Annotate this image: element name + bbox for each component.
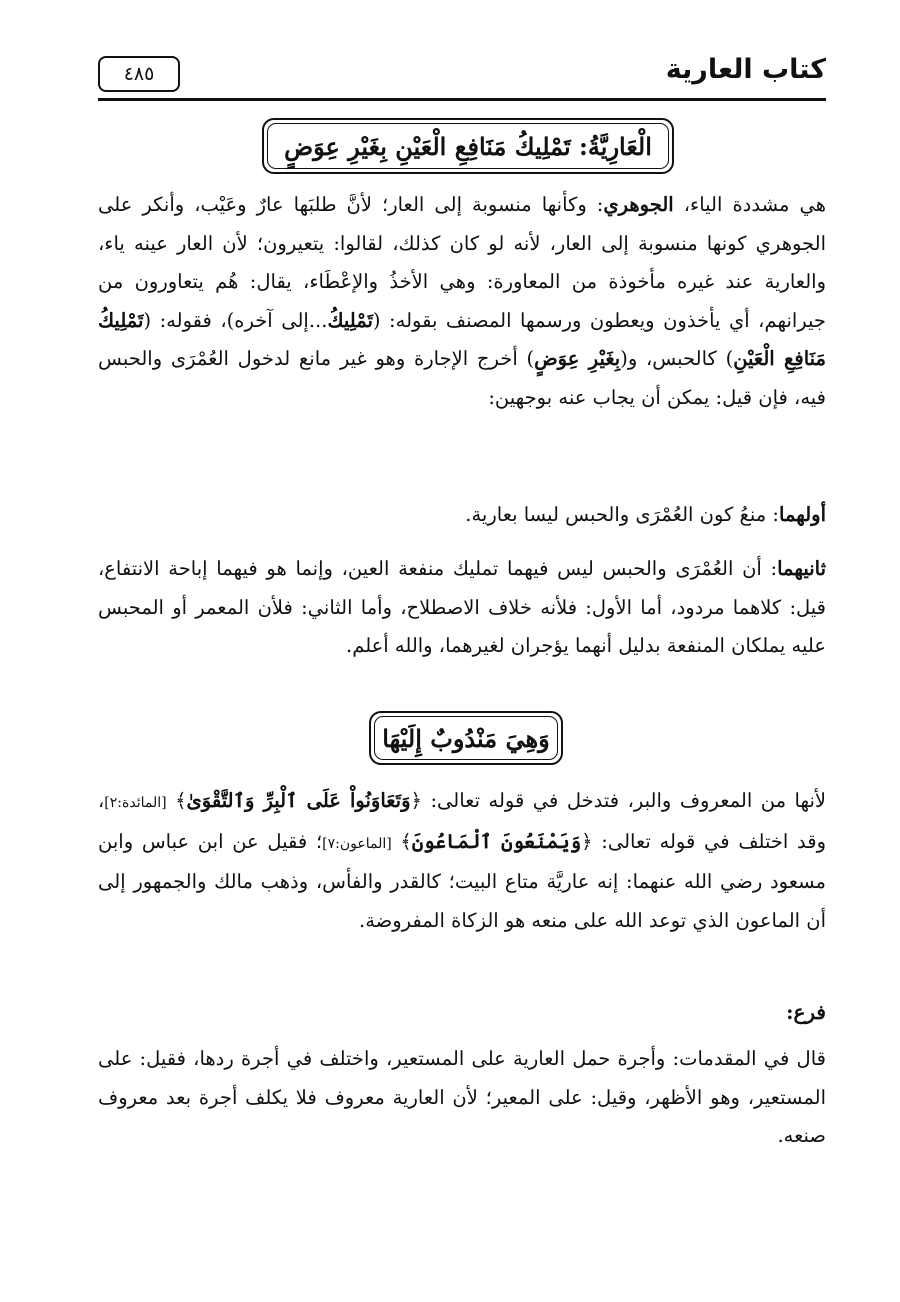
page-header xyxy=(98,50,826,101)
page-number: ٤٨٥ xyxy=(98,56,180,92)
matn-quote: بِغَيْرِ عِوَضٍ xyxy=(534,347,621,370)
verse-reference: [المائدة:٢] xyxy=(104,795,167,811)
text: : منعُ كون العُمْرَى والحبس ليسا بعارية. xyxy=(465,503,780,526)
text: لأنها من المعروف والبر، فتدخل في قوله تعالى: ﴿ xyxy=(410,789,827,812)
book-title: كتاب العارية xyxy=(665,54,826,85)
paragraph-definition xyxy=(98,186,826,417)
paragraph-furu xyxy=(98,1040,826,1156)
text: : وكأنها منسوبة إلى العار؛ لأنَّ طلبَها عارٌ وعَيْب، وأنكر على الجوهري كونها منسوبة إلى العار، لأنه لو كان كذلك، لقالوا: يتعيرون؛ لأن العار عينه ياء، والعارية عند غيره مأخوذة من المعاورة: وهي الأخذُ والإعْطَاء، يقال: هُم يتعاورون من جيرانهم، أي يأخذون ويعطون ورسمها المصنف بقوله: ( xyxy=(98,193,826,332)
text: ﴾ xyxy=(166,789,187,812)
text: : أن العُمْرَى والحبس ليس فيهما تمليك منفعة العين، وإنما هو فيهما إباحة الانتفاع، قيل: كلاهما مردود، أما الأول: فلأنه خلاف الاصطلاح، وأما الثاني: فلأن المعمر أو المحبس عليه يملكان المنفعة بدليل أنهما يؤجران لغيرهما، والله أعلم. xyxy=(98,557,826,657)
text: هي مشددة الياء، xyxy=(683,193,826,216)
verse-reference: [الماعون:٧] xyxy=(322,835,392,852)
matn-quote: تَمْلِيكُ مَنَافِعِ الْعَيْنِ xyxy=(98,308,827,370)
label-second: ثانيهما xyxy=(777,557,826,580)
section-heading: وَهِيَ مَنْدُوبٌ إِلَيْهَا xyxy=(374,716,558,760)
section-heading-box xyxy=(262,118,674,174)
text: ؛ فقيل عن ابن عباس وابن مسعود رضي الله عنهما: إنه عاريَّة متاع البيت؛ كالقدر والفأس، وذهب مالك والجمهور إلى أن الماعون الذي توعد الله على منعه هو الزكاة المفروضة. xyxy=(98,829,826,932)
quran-verse: وَيَمْنَعُونَ ٱلْمَاعُونَ xyxy=(411,829,582,853)
paragraph-second-answer xyxy=(98,550,826,666)
text: ) أخرج الإجارة وهو غير مانع لدخول العُمْرَى والحبس فيه، فإن قيل: يمكن أن يجاب عنه بوجهين: xyxy=(98,347,826,409)
section-heading-box xyxy=(369,711,563,765)
section-heading: الْعَارِيَّةُ: تَمْلِيكُ مَنَافِعِ الْعَيْنِ بِغَيْرِ عِوَضٍ xyxy=(267,123,669,169)
text: ، وقد اختلف في قوله تعالى: ﴿ xyxy=(98,789,826,853)
subsection-label: فرع: xyxy=(786,1000,826,1024)
text: ﴾ xyxy=(391,829,412,853)
label-first: أولهما xyxy=(779,503,826,526)
matn-quote: تَمْلِيكُ xyxy=(327,308,373,332)
text: ) كالحبس، و( xyxy=(620,347,734,370)
text: ...إلى آخره)، فقوله: ( xyxy=(143,308,328,332)
text: قال في المقدمات: وأجرة حمل العارية على المستعير، واختلف في أجرة ردها، فقيل: على المستعير، وهو الأظهر، وقيل: على المعير؛ لأن العارية معروف فلا يكلف أجرة بعد معروف صنعه. xyxy=(98,1047,826,1147)
paragraph-first-answer xyxy=(98,496,826,535)
paragraph-recommended xyxy=(98,782,826,940)
name-jawhari: الجوهري xyxy=(603,193,674,216)
quran-verse: وَتَعَاوَنُواْ عَلَى ٱلْبِرِّ وَٱلتَّقْوَىٰ xyxy=(186,789,411,812)
